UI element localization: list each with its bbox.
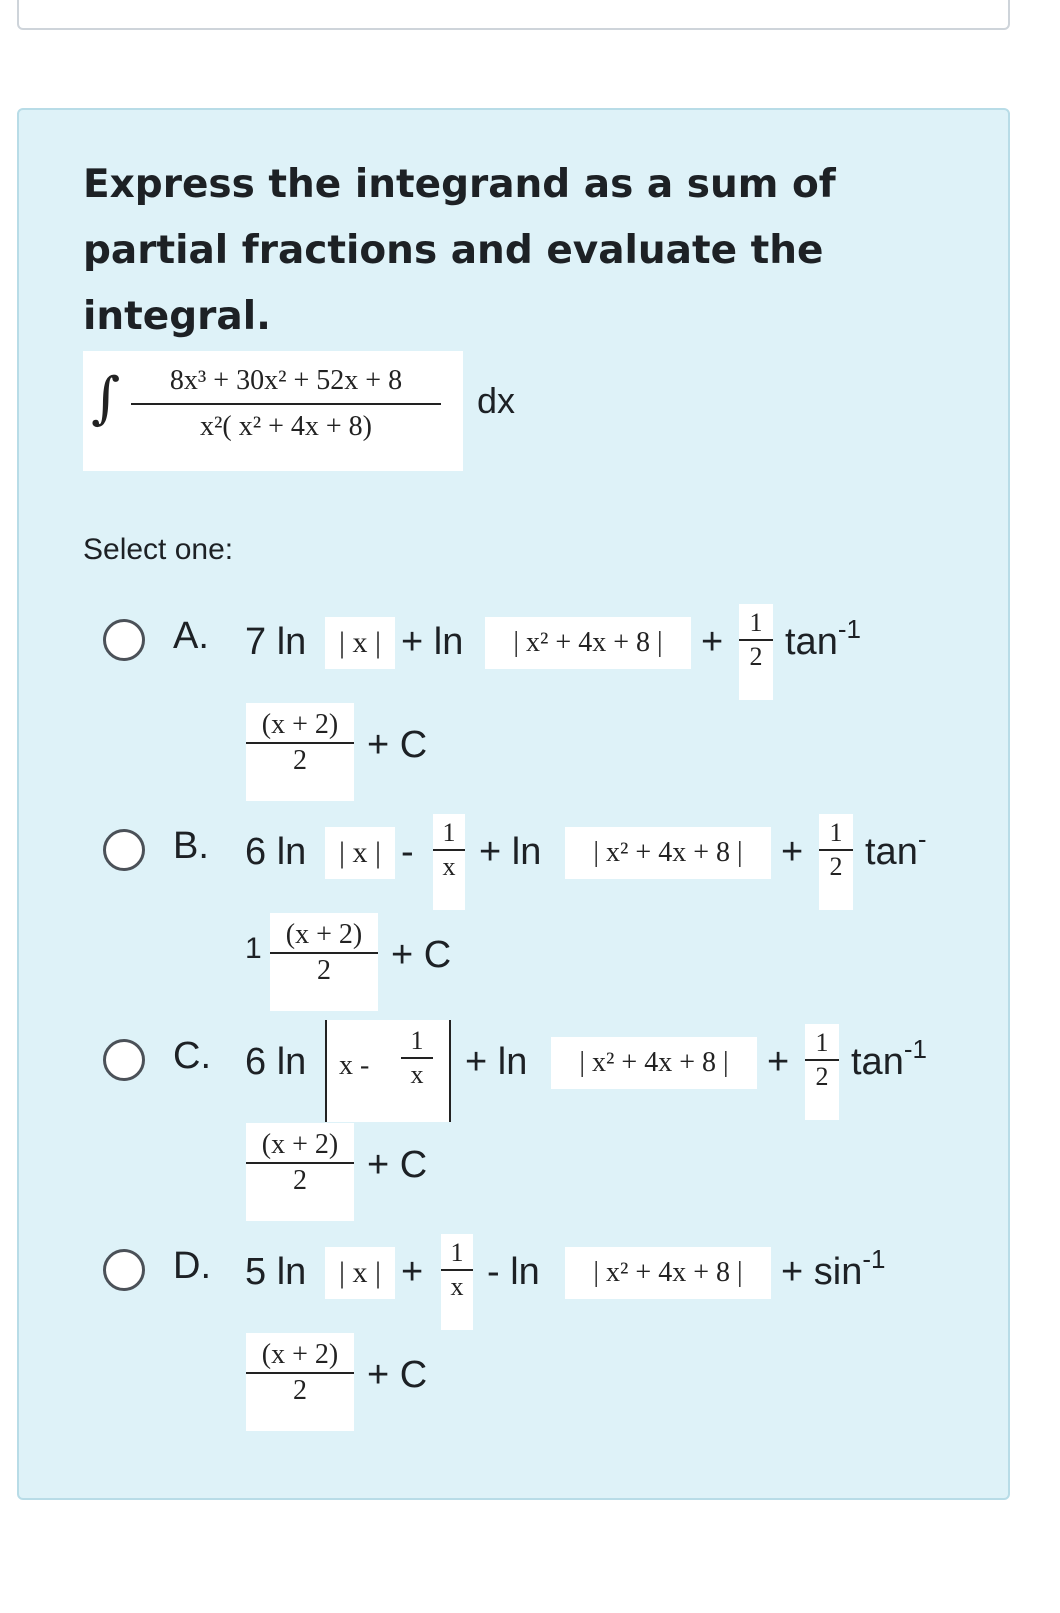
option-c-plus-ln: + ln: [465, 1041, 528, 1083]
integrand-denominator: x²( x² + 4x + 8): [199, 411, 373, 442]
option-c-constant: + C: [367, 1144, 428, 1186]
radio-option-b[interactable]: [103, 829, 145, 871]
option-a-abs-x: | x |: [325, 617, 395, 669]
option-d-abs-x: | x |: [325, 1247, 395, 1299]
differential: dx: [477, 380, 516, 421]
option-a-plus-ln: + ln: [401, 621, 464, 663]
integral-expression: [83, 351, 463, 471]
option-c-tan: $\tan^{-1}$: [851, 1034, 927, 1083]
option-c-inner-x: x -: [339, 1050, 370, 1081]
option-d-letter: D.: [173, 1245, 211, 1287]
option-c-plus: +: [767, 1041, 790, 1083]
option-b-minus: -: [401, 831, 414, 873]
option-b-exp-cont: 1: [245, 932, 262, 965]
option-d-constant: + C: [367, 1354, 428, 1396]
option-c-abs-quadratic: | x² + 4x + 8 |: [551, 1037, 757, 1089]
option-b-letter: B.: [173, 825, 209, 867]
option-a-half-fraction: 1 2: [739, 604, 773, 700]
previous-answer-box: [17, 0, 1010, 30]
radio-option-a[interactable]: [103, 619, 145, 661]
option-b-tan: tan-: [865, 824, 927, 873]
option-c-recip-fraction: 1 x: [401, 1028, 433, 1088]
option-d-plus: +: [401, 1251, 424, 1293]
radio-option-d[interactable]: [103, 1249, 145, 1291]
integral-sign: ∫: [91, 366, 121, 431]
option-d-recip-fraction: 1 x: [441, 1234, 473, 1330]
option-d-sin: + $\sin^{-1}$: [781, 1244, 886, 1293]
option-b-abs-x: | x |: [325, 827, 395, 879]
option-b-plus: +: [781, 831, 804, 873]
option-b-constant: + C: [391, 934, 452, 976]
option-d-arg-fraction: (x + 2) 2: [246, 1333, 354, 1431]
option-b-arg-fraction: (x + 2) 2: [270, 913, 378, 1011]
option-c-abs-group: [325, 1020, 451, 1122]
question-prompt: Express the integrand as a sum of partial fractions and evaluate the integral.: [83, 162, 836, 339]
option-d-minus-ln: - ln: [487, 1251, 540, 1293]
option-a-tan: $\tan^{-1}$: [785, 614, 861, 663]
option-a-part1: 7 ln: [245, 621, 307, 663]
select-one-label: Select one:: [83, 533, 234, 566]
option-b-half-fraction: 1 2: [819, 814, 853, 910]
option-c-arg-fraction: (x + 2) 2: [246, 1123, 354, 1221]
option-a-arg-fraction: (x + 2) 2: [246, 703, 354, 801]
option-d-abs-quadratic: | x² + 4x + 8 |: [565, 1247, 771, 1299]
option-b-abs-quadratic: | x² + 4x + 8 |: [565, 827, 771, 879]
integrand-fraction: [131, 365, 441, 443]
integrand-numerator: 8x³ + 30x² + 52x + 8: [169, 365, 403, 396]
option-c-letter: C.: [173, 1035, 211, 1077]
radio-option-c[interactable]: [103, 1039, 145, 1081]
option-a-letter: A.: [173, 615, 209, 657]
question-card: [17, 108, 1010, 1500]
option-a-constant: + C: [367, 724, 428, 766]
option-c-part1: 6 ln: [245, 1041, 307, 1083]
option-b-part1: 6 ln: [245, 831, 307, 873]
option-b-recip-fraction: 1 x: [433, 814, 465, 910]
option-a-plus: +: [701, 621, 724, 663]
option-d-part1: 5 ln: [245, 1251, 307, 1293]
option-b-plus-ln: + ln: [479, 831, 542, 873]
option-a-abs-quadratic: | x² + 4x + 8 |: [485, 617, 691, 669]
option-c-half-fraction: 1 2: [805, 1024, 839, 1120]
